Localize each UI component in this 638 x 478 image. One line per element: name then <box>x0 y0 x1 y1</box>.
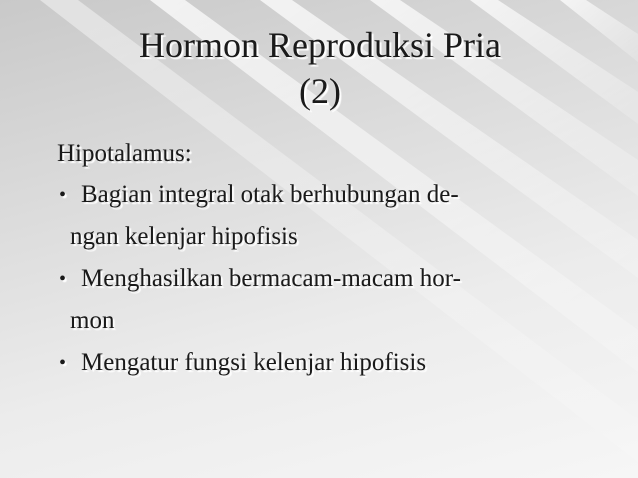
bullet-dot-icon: • <box>59 268 67 290</box>
title-line-1: Hormon Reproduksi Pria <box>139 25 501 65</box>
section-heading: Hipotalamus: <box>57 140 192 167</box>
bullet-text: Bagian integral otak berhubungan de- <box>81 181 459 208</box>
bullet-item-2 <box>57 258 617 300</box>
bullet-text: Mengatur fungsi kelenjar hipofisis <box>81 349 427 376</box>
bullet-dot-icon: • <box>59 352 67 374</box>
bullet-item-1-continuation: ngan kelenjar hipofisis <box>70 223 298 250</box>
bullet-dot-icon: • <box>59 184 67 206</box>
title-line-2: (2) <box>299 71 341 111</box>
bullet-text: Menghasilkan bermacam-macam hor- <box>81 265 461 292</box>
bullet-item-2-continuation: mon <box>70 307 115 334</box>
bullet-item-3 <box>57 342 617 384</box>
slide-title <box>60 22 580 114</box>
slide-body <box>57 134 617 384</box>
bullet-item-1 <box>57 174 617 216</box>
